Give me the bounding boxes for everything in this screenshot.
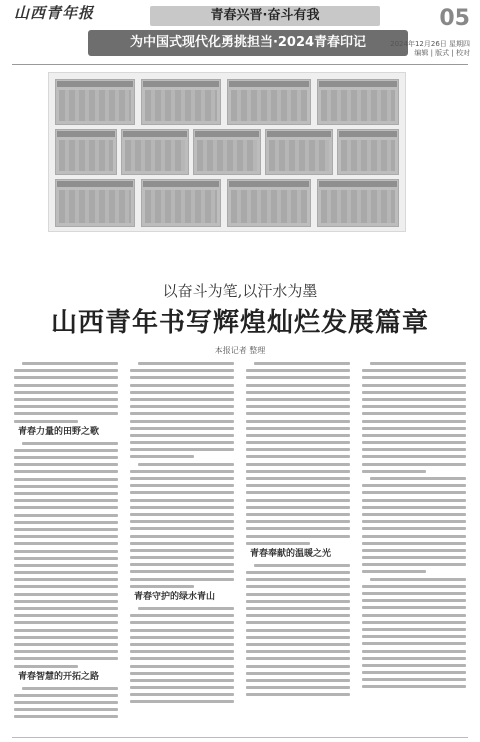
banner-main <box>88 30 408 56</box>
text-line <box>130 520 234 523</box>
text-line <box>362 412 466 415</box>
text-line <box>254 564 350 567</box>
collage-thumbnail <box>317 79 399 125</box>
text-line <box>246 455 350 458</box>
text-line <box>130 412 234 415</box>
text-line <box>246 434 350 437</box>
section-subhead: 青春守护的绿水青山 <box>134 592 216 602</box>
text-line <box>14 701 118 704</box>
text-line <box>246 665 350 668</box>
text-line <box>362 448 466 451</box>
photo-collage <box>48 72 406 232</box>
text-line <box>130 700 234 703</box>
text-line <box>362 513 466 516</box>
text-line <box>246 520 350 523</box>
collage-thumbnail <box>317 179 399 227</box>
collage-thumbnail <box>55 79 135 125</box>
text-line <box>14 657 118 660</box>
text-line <box>14 449 118 452</box>
text-line <box>246 643 350 646</box>
text-line <box>362 484 466 487</box>
text-line <box>130 585 194 588</box>
text-line <box>14 564 118 567</box>
collage-thumbnail <box>55 129 117 175</box>
text-line <box>130 686 234 689</box>
text-line <box>246 427 350 430</box>
collage-thumbnail <box>337 129 399 175</box>
text-line <box>14 376 118 379</box>
text-line <box>130 441 234 444</box>
text-line <box>14 585 118 588</box>
dateline-date: 2024年12月26日 星期四 <box>390 40 470 48</box>
text-line <box>130 535 234 538</box>
text-line <box>362 398 466 401</box>
text-line <box>362 671 466 674</box>
text-line <box>130 556 234 559</box>
text-line <box>246 636 350 639</box>
text-line <box>14 369 118 372</box>
text-line <box>246 607 350 610</box>
text-line <box>362 405 466 408</box>
text-line <box>130 513 234 516</box>
text-line <box>14 694 118 697</box>
text-line <box>246 398 350 401</box>
text-line <box>362 391 466 394</box>
text-line <box>130 398 234 401</box>
text-line <box>130 484 234 487</box>
text-line <box>362 369 466 372</box>
text-line <box>246 527 350 530</box>
text-column-3 <box>246 362 350 734</box>
page-number: 05 <box>439 6 470 31</box>
text-line <box>246 369 350 372</box>
text-line <box>362 570 426 573</box>
text-line <box>130 629 234 632</box>
text-line <box>130 369 234 372</box>
text-line <box>362 563 466 566</box>
text-line <box>246 629 350 632</box>
text-line <box>130 427 234 430</box>
text-line <box>362 527 466 530</box>
banner-main-text: 为中国式现代化勇挑担当·2024青春印记 <box>129 35 367 50</box>
collage-thumbnail <box>227 179 311 227</box>
collage-thumbnail <box>121 129 189 175</box>
text-line <box>130 542 234 545</box>
text-line <box>362 549 466 552</box>
text-line <box>362 506 466 509</box>
text-line <box>130 549 234 552</box>
text-line <box>14 535 118 538</box>
text-line <box>246 672 350 675</box>
text-line <box>246 693 350 696</box>
text-line <box>362 628 466 631</box>
text-line <box>14 607 118 610</box>
text-line <box>246 484 350 487</box>
text-line <box>14 636 118 639</box>
text-line <box>246 470 350 473</box>
text-line <box>14 492 118 495</box>
text-line <box>14 650 118 653</box>
text-line <box>362 441 466 444</box>
text-line <box>362 434 466 437</box>
text-line <box>362 642 466 645</box>
text-column-1 <box>14 362 118 734</box>
text-line <box>362 592 466 595</box>
text-line <box>130 665 234 668</box>
text-line <box>130 420 234 423</box>
text-line <box>138 362 234 365</box>
text-line <box>14 629 118 632</box>
text-line <box>246 499 350 502</box>
section-subhead: 青春奉献的温暖之光 <box>250 548 332 559</box>
text-line <box>130 614 234 617</box>
text-line <box>130 650 234 653</box>
collage-thumbnail <box>141 79 221 125</box>
text-line <box>362 585 466 588</box>
text-line <box>370 477 466 480</box>
collage-thumbnail <box>193 129 261 175</box>
banner-top <box>150 6 380 26</box>
text-line <box>14 499 118 502</box>
text-line <box>362 491 466 494</box>
article-headline: 山西青年书写辉煌灿烂发展篇章 <box>50 308 429 338</box>
text-line <box>14 506 118 509</box>
section-subhead: 青春力量的田野之歌 <box>18 426 100 437</box>
text-column-4 <box>362 362 466 734</box>
dateline-editors: 编辑 | 版式 | 校对 <box>414 49 470 57</box>
text-line <box>362 520 466 523</box>
text-line <box>14 456 118 459</box>
section-subhead: 青春智慧的开拓之路 <box>18 671 100 682</box>
text-line <box>14 715 118 718</box>
text-line <box>14 643 118 646</box>
text-line <box>362 657 466 660</box>
text-line <box>362 678 466 681</box>
text-line <box>246 535 350 538</box>
collage-thumbnail <box>227 79 311 125</box>
text-line <box>138 607 234 610</box>
text-line <box>14 521 118 524</box>
text-line <box>246 650 350 653</box>
text-line <box>362 470 426 473</box>
text-line <box>246 585 350 588</box>
text-line <box>14 665 78 668</box>
text-line <box>246 405 350 408</box>
text-line <box>130 636 234 639</box>
dateline <box>390 40 470 58</box>
text-line <box>22 687 118 690</box>
text-column-2 <box>130 362 234 734</box>
footer-divider <box>12 737 468 738</box>
text-line <box>14 550 118 553</box>
text-line <box>14 571 118 574</box>
text-line <box>130 621 234 624</box>
text-line <box>362 599 466 602</box>
text-line <box>246 412 350 415</box>
text-line <box>362 542 466 545</box>
text-line <box>246 593 350 596</box>
text-line <box>362 685 466 688</box>
text-line <box>246 679 350 682</box>
text-line <box>370 578 466 581</box>
text-line <box>130 570 234 573</box>
text-line <box>246 600 350 603</box>
text-line <box>130 448 234 451</box>
text-line <box>362 455 466 458</box>
text-line <box>130 455 194 458</box>
text-line <box>130 405 234 408</box>
text-line <box>14 391 118 394</box>
text-line <box>14 485 118 488</box>
text-line <box>246 571 350 574</box>
text-line <box>14 514 118 517</box>
article-byline: 本报记者 整理 <box>214 346 266 355</box>
text-line <box>246 491 350 494</box>
collage-thumbnail <box>141 179 221 227</box>
text-line <box>130 679 234 682</box>
text-line <box>14 557 118 560</box>
text-line <box>362 664 466 667</box>
masthead <box>0 0 480 66</box>
text-line <box>362 650 466 653</box>
text-line <box>14 463 118 466</box>
text-line <box>246 384 350 387</box>
text-line <box>362 376 466 379</box>
text-line <box>246 420 350 423</box>
text-line <box>246 391 350 394</box>
text-line <box>246 614 350 617</box>
text-line <box>362 463 466 466</box>
text-line <box>246 513 350 516</box>
text-line <box>130 506 234 509</box>
text-line <box>362 499 466 502</box>
text-line <box>14 542 118 545</box>
text-line <box>14 478 118 481</box>
text-line <box>14 470 118 473</box>
text-line <box>130 527 234 530</box>
text-line <box>130 578 234 581</box>
collage-thumbnail <box>55 179 135 227</box>
text-line <box>130 657 234 660</box>
text-line <box>246 686 350 689</box>
masthead-divider <box>12 64 468 65</box>
text-line <box>130 693 234 696</box>
text-line <box>246 506 350 509</box>
banner-top-text: 青春兴晋·奋斗有我 <box>210 8 320 23</box>
text-line <box>14 405 118 408</box>
text-line <box>246 621 350 624</box>
text-line <box>362 621 466 624</box>
text-line <box>246 463 350 466</box>
text-line <box>14 528 118 531</box>
text-line <box>130 376 234 379</box>
text-line <box>14 398 118 401</box>
text-line <box>130 391 234 394</box>
text-line <box>14 384 118 387</box>
text-line <box>130 470 234 473</box>
text-line <box>138 463 234 466</box>
text-line <box>14 578 118 581</box>
text-line <box>362 614 466 617</box>
text-line <box>362 384 466 387</box>
text-line <box>362 635 466 638</box>
text-line <box>130 384 234 387</box>
text-line <box>14 621 118 624</box>
text-line <box>362 420 466 423</box>
text-line <box>246 578 350 581</box>
text-line <box>14 708 118 711</box>
text-line <box>14 412 118 415</box>
text-line <box>254 362 350 365</box>
text-line <box>130 563 234 566</box>
text-line <box>362 606 466 609</box>
text-line <box>130 477 234 480</box>
text-line <box>130 499 234 502</box>
newspaper-logo: 山西青年报 <box>14 4 95 22</box>
text-line <box>246 542 310 545</box>
text-line <box>246 441 350 444</box>
text-line <box>22 362 118 365</box>
text-line <box>362 427 466 430</box>
text-line <box>370 362 466 365</box>
text-line <box>246 448 350 451</box>
collage-thumbnail <box>265 129 333 175</box>
text-line <box>246 657 350 660</box>
article-kicker: 以奋斗为笔,以汗水为墨 <box>162 282 318 300</box>
text-line <box>130 672 234 675</box>
text-line <box>22 442 118 445</box>
text-line <box>14 593 118 596</box>
text-line <box>14 614 118 617</box>
text-line <box>362 535 466 538</box>
text-line <box>130 434 234 437</box>
text-line <box>130 491 234 494</box>
text-line <box>246 477 350 480</box>
text-line <box>130 643 234 646</box>
text-line <box>362 556 466 559</box>
text-line <box>14 420 78 423</box>
text-line <box>14 600 118 603</box>
text-line <box>246 376 350 379</box>
article-body <box>14 362 466 734</box>
